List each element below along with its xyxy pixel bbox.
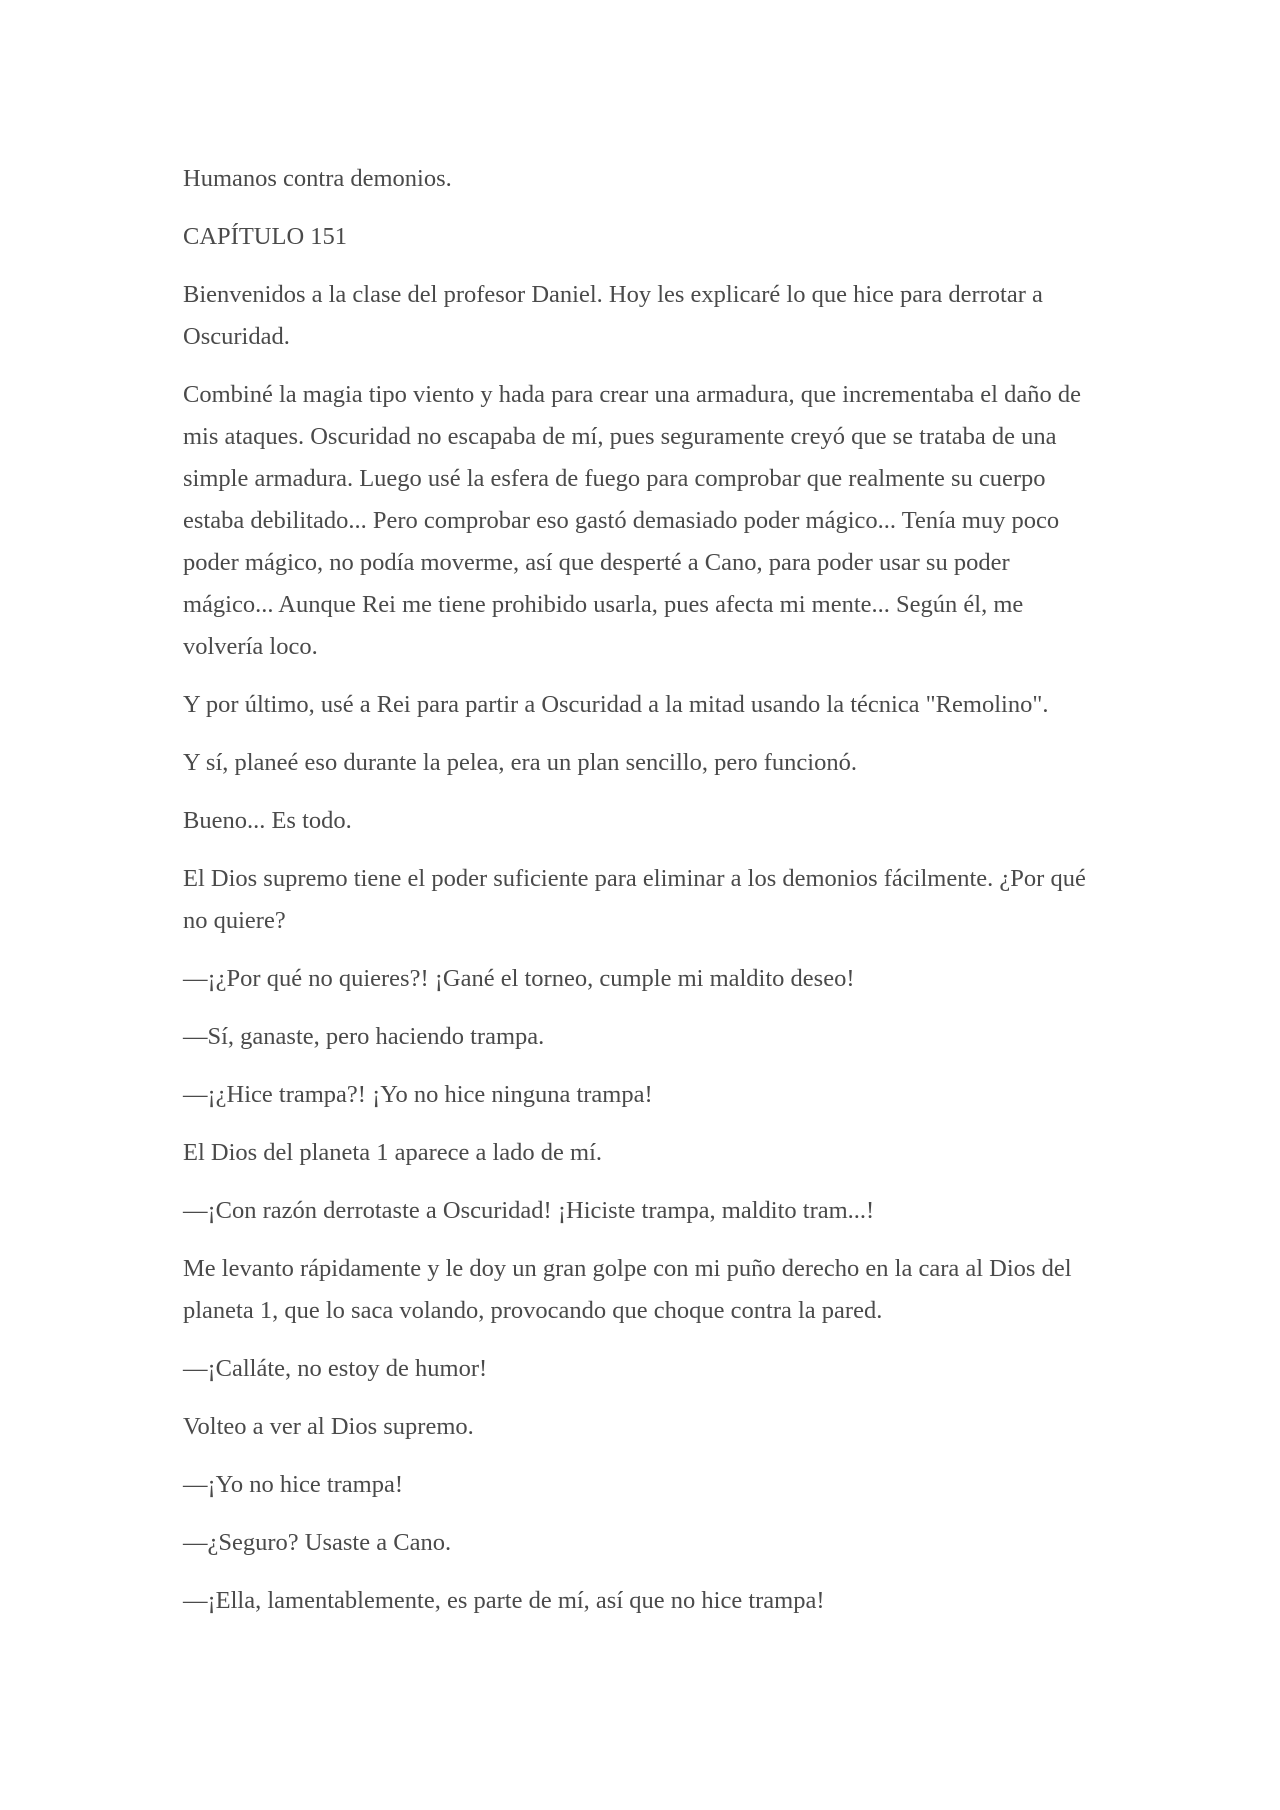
paragraph: El Dios del planeta 1 aparece a lado de mí. [183, 1139, 603, 1166]
paragraph: Y por último, usé a Rei para partir a Oscuridad a la mitad usando la técnica "Remolino". [183, 691, 1049, 718]
paragraph: Y sí, planeé eso durante la pelea, era un plan sencillo, pero funcionó. [183, 749, 857, 776]
dialogue-line: —¡Yo no hice trampa! [183, 1471, 404, 1498]
paragraph: Me levanto rápidamente y le doy un gran golpe con mi puño derecho en la cara al Dios del planeta 1, que lo saca volando, provocando que choque contra la pared. [183, 1255, 1072, 1324]
document-body [183, 158, 1103, 1638]
chapter-heading: CAPÍTULO 151 [183, 223, 348, 250]
dialogue-line: —¿Seguro? Usaste a Cano. [183, 1529, 452, 1556]
dialogue-line: —¡Ella, lamentablemente, es parte de mí, así que no hice trampa! [183, 1587, 825, 1614]
paragraph: El Dios supremo tiene el poder suficiente para eliminar a los demonios fácilmente. ¿Por qué no quiere? [183, 865, 1086, 934]
paragraph: Bienvenidos a la clase del profesor Daniel. Hoy les explicaré lo que hice para derrotar a Oscuridad. [183, 281, 1043, 350]
dialogue-line: —Sí, ganaste, pero haciendo trampa. [183, 1023, 545, 1050]
paragraph: Volteo a ver al Dios supremo. [183, 1413, 474, 1440]
dialogue-line: —¡Calláte, no estoy de humor! [183, 1355, 488, 1382]
paragraph: Combiné la magia tipo viento y hada para crear una armadura, que incrementaba el daño de mis ataques. Oscuridad no escapaba de mí, pues seguramente creyó que se trataba de una simple armadura. Luego usé la esfera de fuego para comprobar que realmente su cuerpo estaba debilitado... Pero comprobar eso gastó demasiado poder mágico... Tenía muy poco poder mágico, no podía moverme, así que desperté a Cano, para poder usar su poder mágico... Aunque Rei me tiene prohibido usarla, pues afecta mi mente... Según él, me volvería loco. [183, 381, 1081, 660]
dialogue-line: —¡¿Hice trampa?! ¡Yo no hice ninguna trampa! [183, 1081, 653, 1108]
story-title: Humanos contra demonios. [183, 165, 452, 192]
paragraph: Bueno... Es todo. [183, 807, 352, 834]
dialogue-line: —¡Con razón derrotaste a Oscuridad! ¡Hiciste trampa, maldito tram...! [183, 1197, 875, 1224]
dialogue-line: —¡¿Por qué no quieres?! ¡Gané el torneo, cumple mi maldito deseo! [183, 965, 855, 992]
